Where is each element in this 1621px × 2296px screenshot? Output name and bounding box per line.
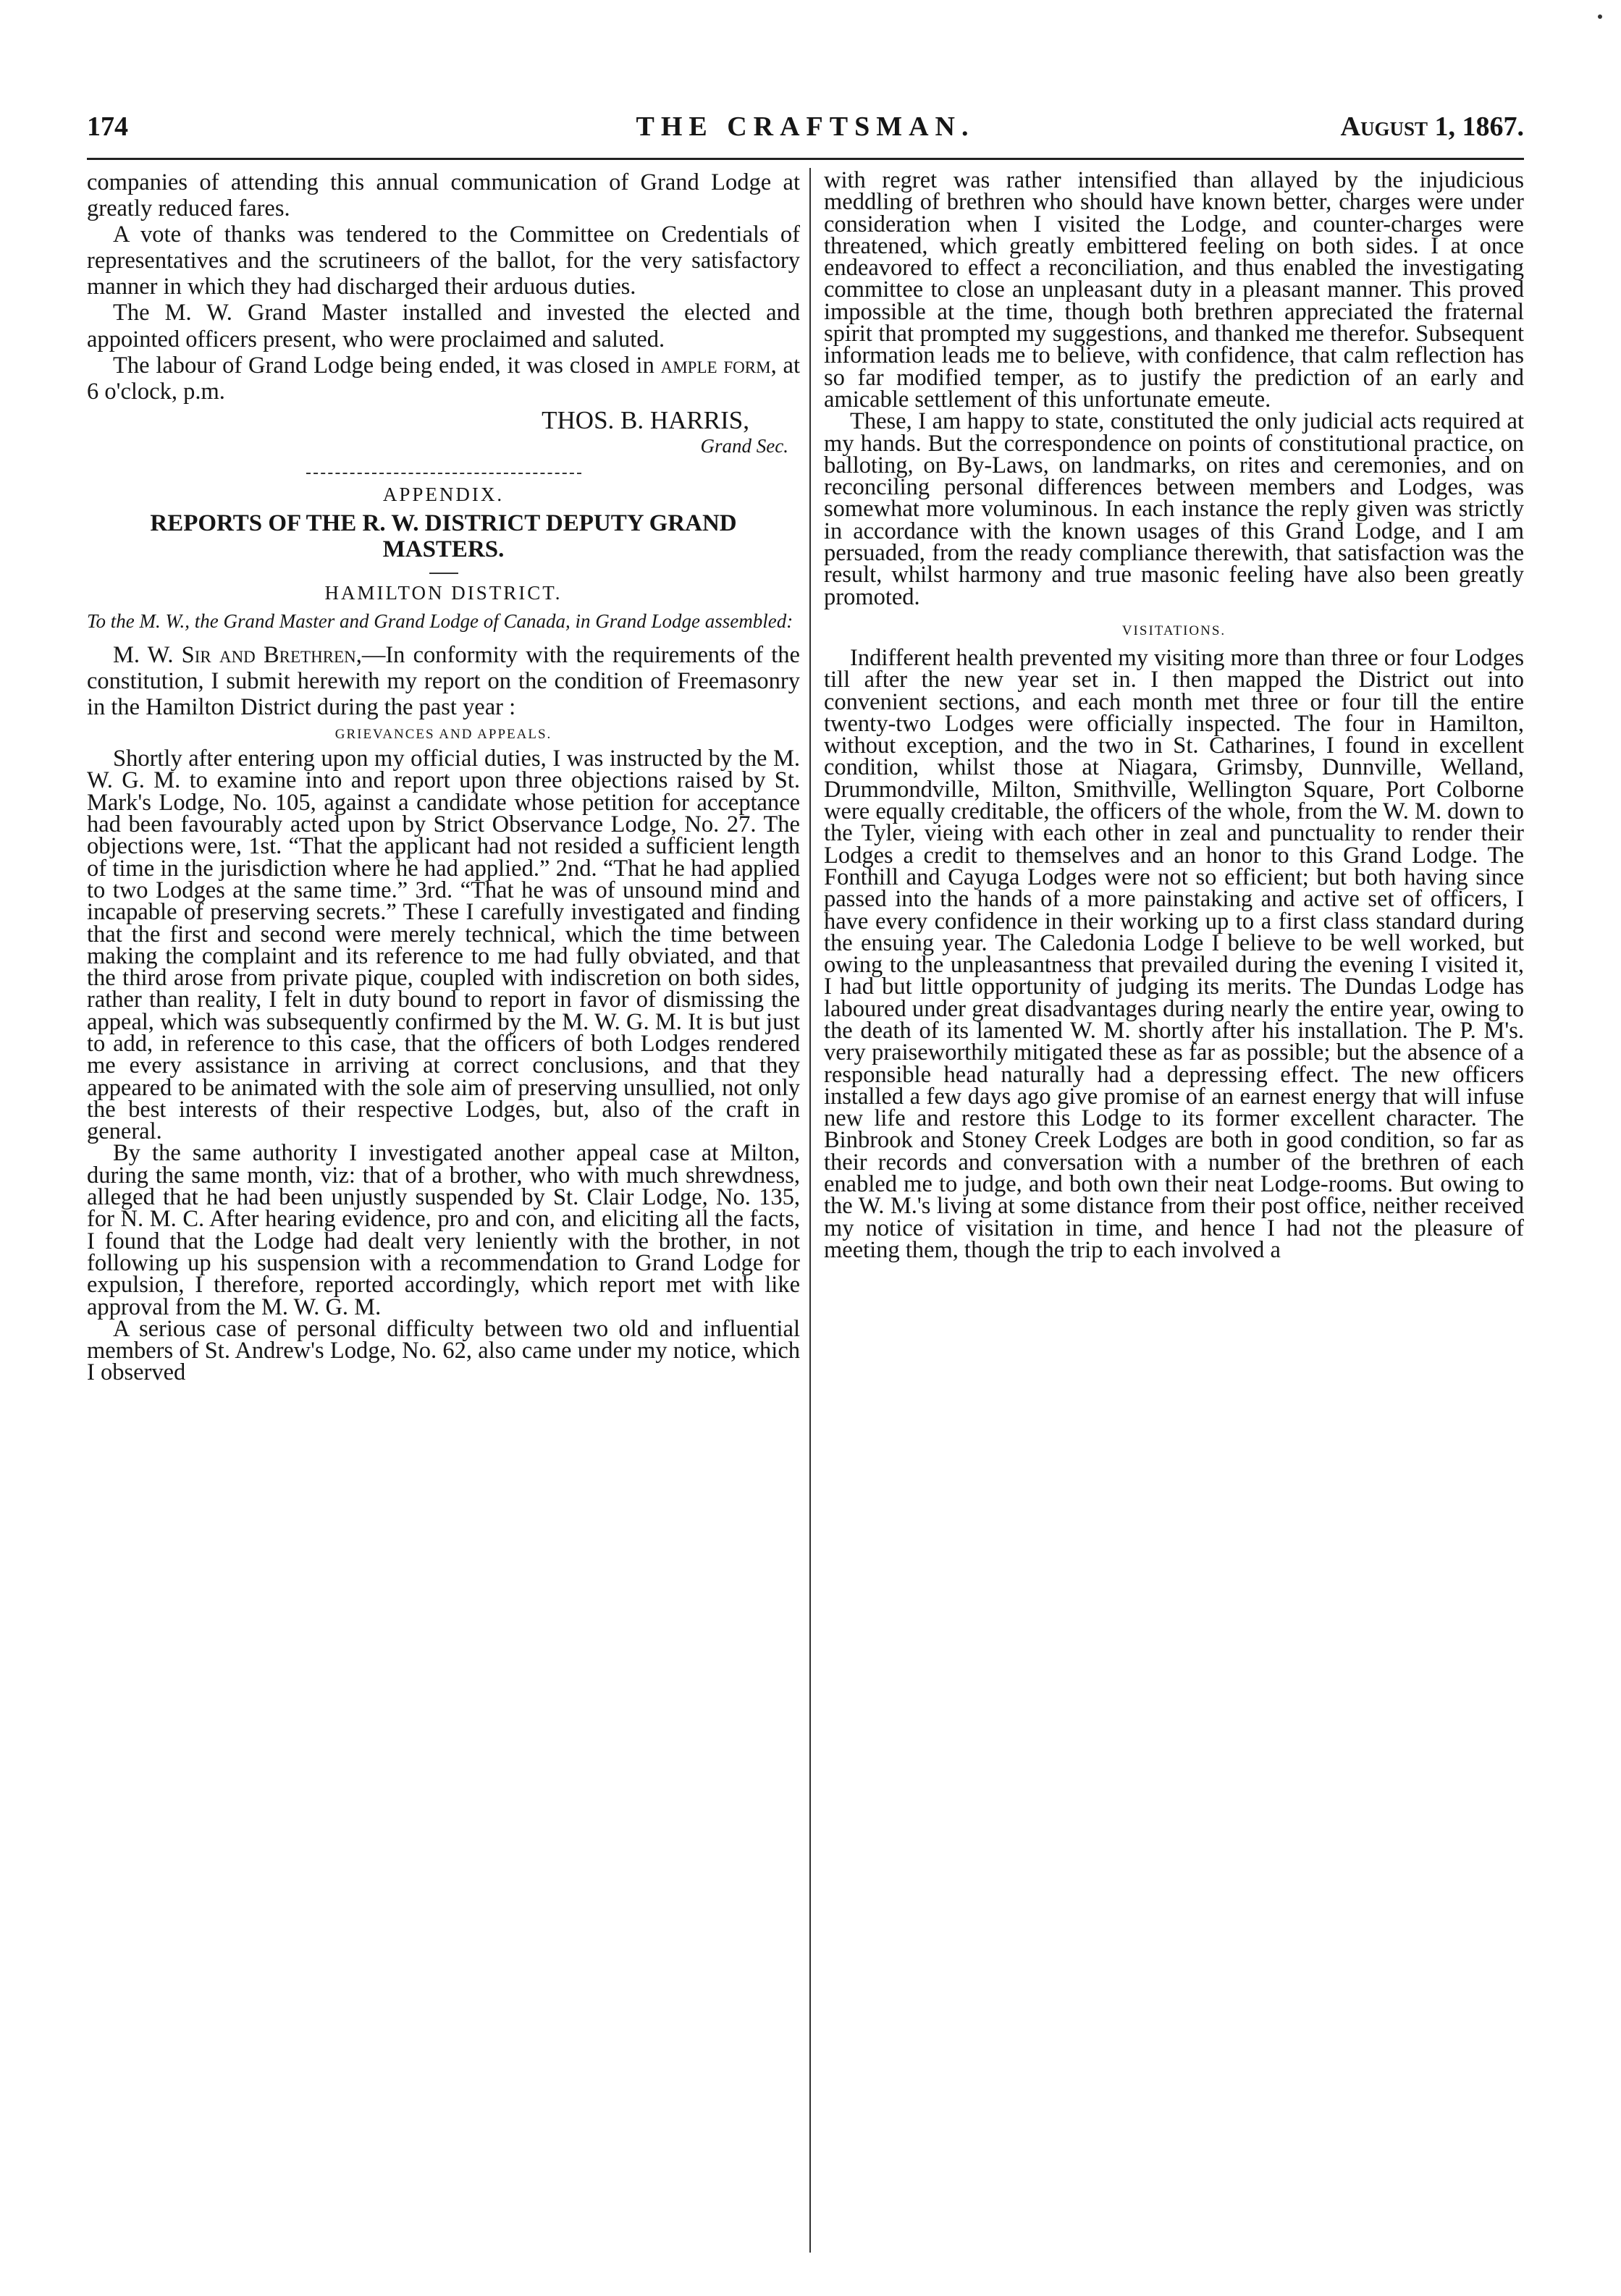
paragraph: Shortly after entering upon my official duties, I was instructed by the M. W. G. M. to examine into and report upon three objections raised by St. Mark's Lodge, No. 105, against a candidate whose petition for acceptance had been favourably acted upon by Strict Observance Lodge, No. 27. The objections were, 1st. “That the applicant had not resided a sufficient length of time in the jurisdiction where he had applied.” 2nd. “That he had applied to two Lodges at the same time.” 3rd. “That he was of unsound mind and incapable of preserving secrets.” These I carefully investigated and finding that the first and second were merely technical, which the time between making the complaint and its reference to me had fully obviated, and that the third arose from private pique, coupled with indiscretion on both sides, rather than reality, I felt in duty bound to report in favor of dismissing the appeal, which was subsequently confirmed by the M. W. G. M. It is but just to add, in reference to this case, that the officers of both Lodges rendered me every assistance in arriving at correct conclusions, and that they appeared to be animated with the sole aim of preserving unsullied, not only the best interests of their respective Lodges, but, also of the craft in general. xyxy=(87,746,800,1145)
speck-mark xyxy=(1598,14,1602,19)
paragraph xyxy=(87,642,800,720)
address-line: To the M. W., the Grand Master and Grand Lodge of Canada, in Grand Lodge assembled: xyxy=(87,609,793,632)
section-heading: VISITATIONS. xyxy=(1121,622,1226,638)
paragraph: with regret was rather intensified than allayed by the injudicious meddling of brethren who should have known better, charges were under consideration when I visited the Lodge, and counter-charges were threatened, which greatly embittered feeling on both sides. I at once endeavored to effect a reconciliation, and thus enabled the investigating committee to close an unpleasant duty in a pleasant manner. This proved impossible at the time, though both brethren appreciated the fraternal spirit that prompted my suggestions, and thanked me therefor. Subsequent information leads me to believe, with confidence, that calm reflection has so far modified temper, as to justify the prediction of an early and amicable settlement of this unfortunate emeute. xyxy=(824,167,1524,413)
header-rule xyxy=(87,158,1524,160)
page-header xyxy=(87,109,1524,145)
appendix-title: APPENDIX. xyxy=(382,483,505,505)
right-column xyxy=(824,169,1524,1261)
signature-title: Grand Sec. xyxy=(700,434,788,457)
text-run: M. W. xyxy=(113,641,182,668)
district-title: HAMILTON DISTRICT. xyxy=(324,581,563,604)
paragraph: A vote of thanks was tendered to the Committee on Credentials of representatives and the scrutineers of the ballot, for the very satisfactory manner in which they had discharged their arduous duties. xyxy=(87,221,800,300)
text-run: Sir and Brethren xyxy=(181,641,356,668)
left-column xyxy=(87,169,800,1384)
reports-title: REPORTS OF THE R. W. DISTRICT DEPUTY GRAND MASTERS. xyxy=(150,510,737,562)
paragraph: A serious case of personal difficulty between two old and influential members of St. Andrew's Lodge, No. 62, also came under my notice, which I observed xyxy=(87,1315,800,1386)
paragraph: These, I am happy to state, constituted the only judicial acts required at my hands. But the correspondence on points of constitutional practice, on balloting, on By-Laws, on landmarks, on rites and ceremonies, and on reconciling personal differences between members and Lodges, was somewhat more voluminous. In each instance the reply given was strictly in accordance with the known usages of this Grand Lodge, and I am persuaded, from the ready compliance therewith, that satisfaction was the result, whilst harmony and true masonic feeling have also been greatly promoted. xyxy=(824,408,1524,610)
paragraph: The M. W. Grand Master installed and invested the elected and appointed officers present, who were proclaimed and saluted. xyxy=(87,300,800,353)
text-run: , at 6 o'clock, p.m. xyxy=(87,352,800,405)
text-run: The labour of Grand Lodge being ended, it was closed in xyxy=(113,352,661,379)
text-run: ample form xyxy=(660,352,771,379)
section-heading: GRIEVANCES AND APPEALS. xyxy=(334,727,552,743)
paragraph xyxy=(87,353,800,405)
publication-title: THE CRAFTSMAN. xyxy=(636,111,975,142)
section-rule xyxy=(306,473,581,474)
paragraph: companies of attending this annual communication of Grand Lodge at greatly reduced fares. xyxy=(87,169,800,222)
paragraph: Indifferent health prevented my visiting more than three or four Lodges till after the new year set in. I then mapped the District out into convenient sections, and each month met three or four till the entire twenty-two Lodges were officially inspected. The four in Hamilton, without exception, and the two in St. Catharines, I found in excellent condition, whilst those at Niagara, Grimsby, Dunnville, Welland, Drummondville, Milton, Smithville, Wellington Square, Port Colborne were equally creditable, the officers of the whole, from the W. M. down to the Tyler, vieing with each other in zeal and punctuality to render their Lodges a credit to themselves and an honor to this Grand Lodge. The Fonthill and Cayuga Lodges were not so efficient; but both having since passed into the hands of a more painstaking and active set of officers, I have every confidence in their working up to a first class standard during the ensuing year. The Caledonia Lodge I believe to be well worked, but owing to the unpleasantness that prevailed during the evening I visited it, I had but little opportunity of judging its merits. The Dundas Lodge has laboured under great disadvantages during nearly the entire year, owing to the death of its lamented W. M. shortly after his installation. The P. M's. very praiseworthily mitigated these as far as possible; but the absence of a responsible head naturally had a depressing effect. The new officers installed a few days ago give promise of an earnest energy that will infuse new life and restore this Lodge to its former excellent character. The Binbrook and Stoney Creek Lodges are both in good condition, so far as their records and conversation with a number of the brethren of each enabled me to judge, and both own their neat Lodge-rooms. But owing to the W. M.'s living at some distance from their post office, neither received my notice of visitation in time, and hence I had not the pleasure of meeting them, though the trip to each involved a xyxy=(824,644,1524,1263)
issue-date: August 1, 1867. xyxy=(1340,111,1524,142)
column-divider xyxy=(809,168,811,2253)
signature: THOS. B. HARRIS, xyxy=(542,405,749,434)
text-run: ,—In conformity with the requirements of the constitution, I submit herewith my report on the condition of Freemasonry in the Hamilton District during the past year : xyxy=(87,641,800,721)
page-number: 174 xyxy=(87,111,128,142)
paragraph: By the same authority I investigated another appeal case at Milton, during the same month, viz: that of a brother, who with much shrewdness, alleged that he had been unjustly suspended by St. Clair Lodge, No. 135, for N. M. C. After hearing evidence, pro and con, and eliciting all the facts, I found that the Lodge had dealt very leniently with the brother, in not following up his suspension with a recommendation to Grand Lodge for expulsion, I therefore, reported accordingly, which report met with like approval from the M. W. G. M. xyxy=(87,1140,800,1320)
section-rule xyxy=(429,573,458,574)
